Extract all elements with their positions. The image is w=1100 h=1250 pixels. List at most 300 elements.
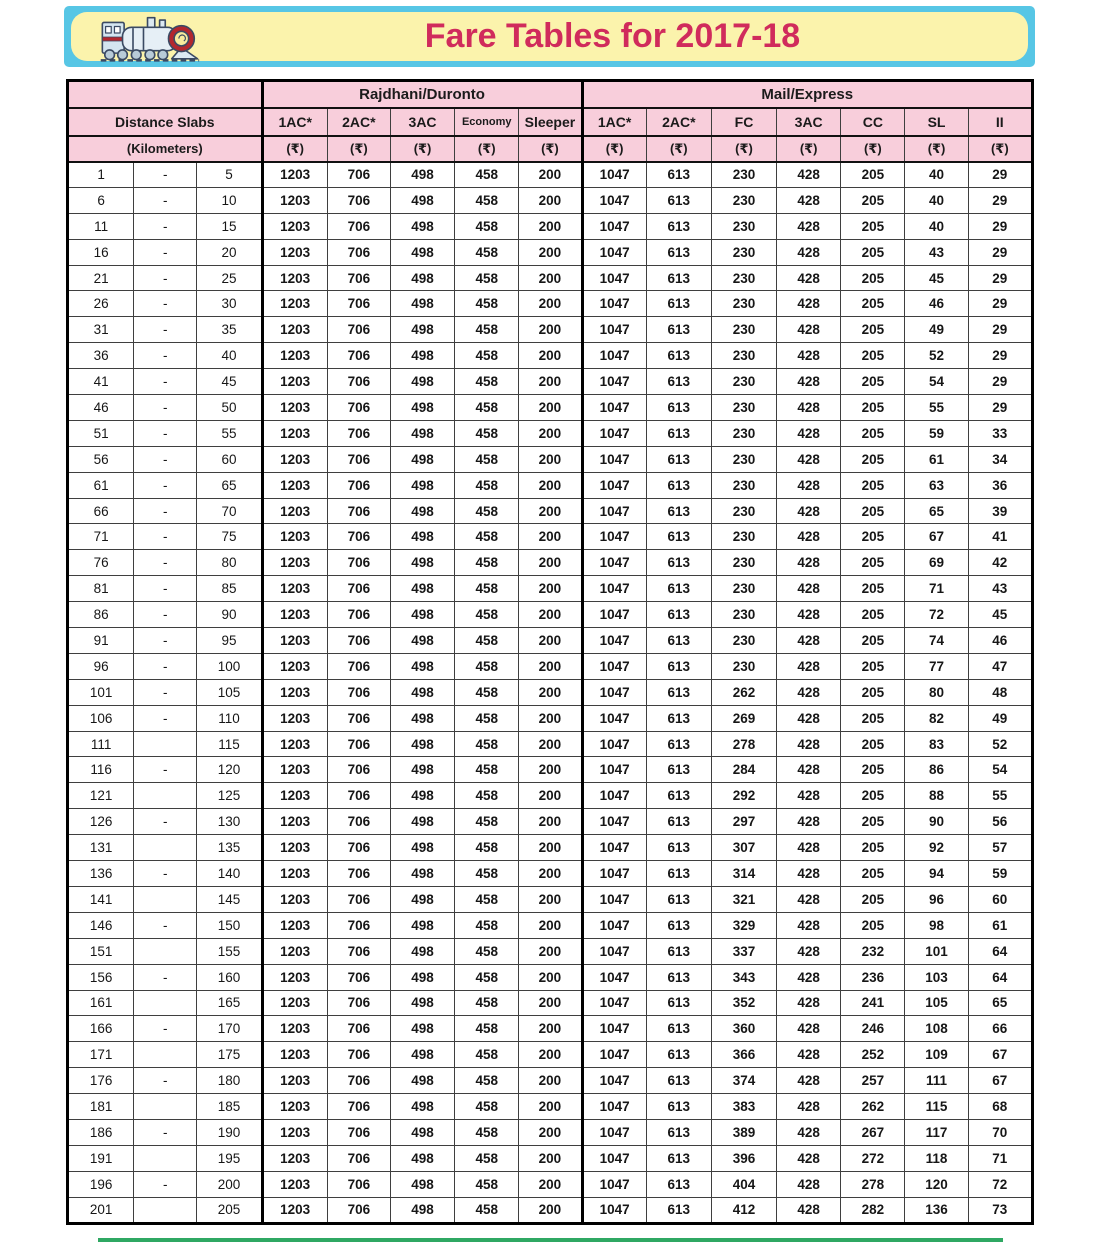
fare-value: 458	[455, 162, 519, 188]
fare-value: 1203	[262, 213, 327, 239]
fare-value: 498	[390, 835, 454, 861]
fare-value: 90	[905, 809, 968, 835]
column-header-3ac: 3AC	[390, 108, 454, 136]
fare-value: 428	[777, 861, 841, 887]
fare-value: 1047	[582, 757, 646, 783]
fare-value: 498	[390, 731, 454, 757]
fare-value: 706	[327, 783, 390, 809]
fare-value: 706	[327, 1197, 390, 1223]
fare-value: 56	[968, 809, 1032, 835]
fare-value: 458	[455, 576, 519, 602]
fare-value: 498	[390, 886, 454, 912]
distance-dash: -	[134, 1119, 197, 1145]
fare-value: 1047	[582, 291, 646, 317]
fare-value: 428	[777, 576, 841, 602]
distance-to: 140	[197, 861, 262, 887]
fare-value: 1203	[262, 576, 327, 602]
fare-value: 236	[841, 964, 905, 990]
fare-value: 613	[646, 964, 711, 990]
fare-value: 498	[390, 446, 454, 472]
distance-to: 30	[197, 291, 262, 317]
fare-value: 428	[777, 1094, 841, 1120]
fare-value: 613	[646, 912, 711, 938]
fare-value: 1203	[262, 239, 327, 265]
fare-value: 458	[455, 291, 519, 317]
distance-dash	[134, 835, 197, 861]
fare-value: 230	[711, 343, 776, 369]
fare-value: 706	[327, 162, 390, 188]
fare-value: 115	[905, 1094, 968, 1120]
fare-value: 205	[841, 524, 905, 550]
fare-value: 200	[519, 239, 582, 265]
fare-value: 103	[905, 964, 968, 990]
fare-value: 70	[968, 1119, 1032, 1145]
distance-to: 180	[197, 1068, 262, 1094]
distance-to: 15	[197, 213, 262, 239]
fare-value: 428	[777, 679, 841, 705]
fare-value: 1047	[582, 938, 646, 964]
distance-from: 11	[68, 213, 134, 239]
distance-dash: -	[134, 446, 197, 472]
fare-value: 67	[968, 1042, 1032, 1068]
header-banner	[64, 6, 1035, 67]
column-header-ii: II	[968, 108, 1032, 136]
distance-from: 51	[68, 420, 134, 446]
distance-from: 166	[68, 1016, 134, 1042]
table-row	[68, 239, 1033, 265]
fare-value: 428	[777, 1145, 841, 1171]
fare-value: 43	[905, 239, 968, 265]
fare-value: 1203	[262, 628, 327, 654]
fare-value: 1203	[262, 1145, 327, 1171]
distance-from: 61	[68, 472, 134, 498]
fare-value: 428	[777, 472, 841, 498]
distance-to: 65	[197, 472, 262, 498]
fare-value: 428	[777, 265, 841, 291]
distance-dash	[134, 938, 197, 964]
distance-to: 35	[197, 317, 262, 343]
distance-to: 110	[197, 705, 262, 731]
fare-value: 205	[841, 498, 905, 524]
table-row	[68, 187, 1033, 213]
fare-value: 428	[777, 343, 841, 369]
fare-value: 706	[327, 498, 390, 524]
fare-value: 282	[841, 1197, 905, 1223]
fare-value: 428	[777, 1171, 841, 1197]
fare-value: 118	[905, 1145, 968, 1171]
distance-to: 135	[197, 835, 262, 861]
fare-value: 61	[968, 912, 1032, 938]
table-row	[68, 550, 1033, 576]
fare-value: 1047	[582, 783, 646, 809]
fare-value: 1047	[582, 1119, 646, 1145]
fare-value: 230	[711, 395, 776, 421]
fare-value: 64	[968, 938, 1032, 964]
fare-value: 613	[646, 861, 711, 887]
fare-value: 1203	[262, 861, 327, 887]
fare-value: 205	[841, 420, 905, 446]
distance-from: 36	[68, 343, 134, 369]
fare-value: 205	[841, 213, 905, 239]
fare-value: 200	[519, 317, 582, 343]
fare-value: 706	[327, 679, 390, 705]
fare-value: 230	[711, 317, 776, 343]
fare-value: 60	[968, 886, 1032, 912]
column-header-fc: FC	[711, 108, 776, 136]
fare-value: 458	[455, 835, 519, 861]
fare-value: 1203	[262, 835, 327, 861]
distance-from: 6	[68, 187, 134, 213]
fare-value: 458	[455, 1068, 519, 1094]
distance-from: 96	[68, 653, 134, 679]
fare-value: 52	[968, 731, 1032, 757]
fare-value: 613	[646, 550, 711, 576]
distance-dash: -	[134, 265, 197, 291]
fare-value: 613	[646, 705, 711, 731]
fare-value: 269	[711, 705, 776, 731]
fare-value: 383	[711, 1094, 776, 1120]
distance-dash: -	[134, 628, 197, 654]
fare-value: 65	[968, 990, 1032, 1016]
fare-value: 1047	[582, 472, 646, 498]
currency-unit-label: (₹)	[262, 136, 327, 162]
fare-value: 200	[519, 291, 582, 317]
fare-value: 498	[390, 705, 454, 731]
fare-value: 613	[646, 162, 711, 188]
fare-value: 428	[777, 1016, 841, 1042]
fare-value: 428	[777, 653, 841, 679]
fare-value: 98	[905, 912, 968, 938]
fare-value: 101	[905, 938, 968, 964]
fare-value: 498	[390, 576, 454, 602]
fare-value: 1203	[262, 343, 327, 369]
currency-unit-label: (₹)	[968, 136, 1032, 162]
fare-value: 205	[841, 783, 905, 809]
distance-to: 175	[197, 1042, 262, 1068]
fare-value: 428	[777, 628, 841, 654]
fare-value: 613	[646, 291, 711, 317]
fare-value: 96	[905, 886, 968, 912]
fare-value: 49	[968, 705, 1032, 731]
fare-value: 428	[777, 239, 841, 265]
fare-value: 200	[519, 265, 582, 291]
fare-value: 613	[646, 343, 711, 369]
fare-value: 428	[777, 1042, 841, 1068]
fare-value: 63	[905, 472, 968, 498]
fare-value: 1047	[582, 162, 646, 188]
steam-locomotive-icon	[89, 12, 227, 62]
fare-value: 706	[327, 1094, 390, 1120]
table-row	[68, 498, 1033, 524]
distance-dash: -	[134, 239, 197, 265]
fare-value: 613	[646, 1068, 711, 1094]
column-header-sleeper: Sleeper	[519, 108, 582, 136]
fare-value: 108	[905, 1016, 968, 1042]
fare-value: 205	[841, 809, 905, 835]
distance-dash	[134, 990, 197, 1016]
fare-value: 498	[390, 990, 454, 1016]
fare-value: 613	[646, 886, 711, 912]
column-header-2ac: 2AC*	[327, 108, 390, 136]
fare-value: 230	[711, 602, 776, 628]
distance-dash: -	[134, 679, 197, 705]
fare-value: 428	[777, 602, 841, 628]
fare-value: 613	[646, 783, 711, 809]
fare-value: 706	[327, 239, 390, 265]
fare-value: 1047	[582, 265, 646, 291]
fare-value: 36	[968, 472, 1032, 498]
distance-dash	[134, 783, 197, 809]
fare-value: 205	[841, 576, 905, 602]
table-row	[68, 472, 1033, 498]
distance-to: 50	[197, 395, 262, 421]
fare-value: 613	[646, 1042, 711, 1068]
fare-value: 337	[711, 938, 776, 964]
fare-value: 1203	[262, 1016, 327, 1042]
fare-value: 65	[905, 498, 968, 524]
fare-value: 613	[646, 1145, 711, 1171]
fare-value: 1203	[262, 498, 327, 524]
fare-value: 205	[841, 628, 905, 654]
fare-value: 1203	[262, 187, 327, 213]
distance-slabs-header: Distance Slabs	[68, 108, 263, 136]
fare-value: 613	[646, 679, 711, 705]
fare-value: 706	[327, 628, 390, 654]
fare-value: 458	[455, 1171, 519, 1197]
fare-value: 613	[646, 1119, 711, 1145]
fare-value: 29	[968, 239, 1032, 265]
distance-to: 45	[197, 369, 262, 395]
fare-value: 40	[905, 213, 968, 239]
fare-value: 498	[390, 343, 454, 369]
fare-value: 1203	[262, 1068, 327, 1094]
fare-value: 1047	[582, 576, 646, 602]
fare-value: 321	[711, 886, 776, 912]
distance-from: 176	[68, 1068, 134, 1094]
table-row	[68, 1171, 1033, 1197]
table-row	[68, 213, 1033, 239]
fare-value: 613	[646, 239, 711, 265]
distance-to: 150	[197, 912, 262, 938]
distance-from: 21	[68, 265, 134, 291]
fare-value: 352	[711, 990, 776, 1016]
fare-value: 55	[905, 395, 968, 421]
fare-value: 205	[841, 653, 905, 679]
distance-from: 41	[68, 369, 134, 395]
fare-value: 706	[327, 420, 390, 446]
distance-from: 186	[68, 1119, 134, 1145]
table-row	[68, 395, 1033, 421]
fare-value: 29	[968, 187, 1032, 213]
distance-dash: -	[134, 291, 197, 317]
fare-value: 428	[777, 705, 841, 731]
fare-value: 498	[390, 757, 454, 783]
fare-value: 205	[841, 679, 905, 705]
fare-value: 120	[905, 1171, 968, 1197]
fare-value: 1203	[262, 524, 327, 550]
table-row	[68, 446, 1033, 472]
fare-value: 458	[455, 757, 519, 783]
fare-value: 706	[327, 602, 390, 628]
table-row	[68, 1145, 1033, 1171]
distance-from: 191	[68, 1145, 134, 1171]
fare-value: 278	[841, 1171, 905, 1197]
fare-value: 205	[841, 731, 905, 757]
fare-value: 1047	[582, 1145, 646, 1171]
fare-value: 428	[777, 213, 841, 239]
fare-value: 29	[968, 265, 1032, 291]
fare-value: 200	[519, 679, 582, 705]
fare-value: 458	[455, 861, 519, 887]
distance-from: 1	[68, 162, 134, 188]
distance-to: 145	[197, 886, 262, 912]
fare-value: 613	[646, 265, 711, 291]
fare-value: 428	[777, 1119, 841, 1145]
fare-value: 428	[777, 524, 841, 550]
distance-from: 86	[68, 602, 134, 628]
column-header-1ac: 1AC*	[582, 108, 646, 136]
fare-value: 389	[711, 1119, 776, 1145]
distance-dash: -	[134, 550, 197, 576]
fare-value: 498	[390, 912, 454, 938]
fare-value: 230	[711, 265, 776, 291]
fare-value: 200	[519, 653, 582, 679]
fare-value: 1047	[582, 1068, 646, 1094]
fare-value: 307	[711, 835, 776, 861]
fare-value: 1047	[582, 420, 646, 446]
fare-value: 404	[711, 1171, 776, 1197]
distance-to: 115	[197, 731, 262, 757]
fare-value: 230	[711, 653, 776, 679]
fare-value: 200	[519, 1042, 582, 1068]
fare-value: 54	[905, 369, 968, 395]
distance-from: 106	[68, 705, 134, 731]
fare-value: 205	[841, 886, 905, 912]
fare-value: 360	[711, 1016, 776, 1042]
distance-to: 200	[197, 1171, 262, 1197]
table-row	[68, 757, 1033, 783]
fare-value: 498	[390, 964, 454, 990]
fare-value: 205	[841, 187, 905, 213]
fare-value: 246	[841, 1016, 905, 1042]
fare-value: 205	[841, 395, 905, 421]
fare-value: 46	[968, 628, 1032, 654]
fare-value: 1203	[262, 912, 327, 938]
distance-from: 136	[68, 861, 134, 887]
fare-value: 428	[777, 809, 841, 835]
table-row	[68, 809, 1033, 835]
fare-value: 613	[646, 757, 711, 783]
page-title: Fare Tables for 2017-18	[424, 17, 801, 55]
fare-value: 205	[841, 162, 905, 188]
table-row	[68, 705, 1033, 731]
fare-value: 200	[519, 990, 582, 1016]
fare-value: 278	[711, 731, 776, 757]
fare-value: 498	[390, 498, 454, 524]
fare-value: 1047	[582, 1197, 646, 1223]
fare-value: 292	[711, 783, 776, 809]
fare-value: 29	[968, 162, 1032, 188]
fare-value: 105	[905, 990, 968, 1016]
fare-value: 82	[905, 705, 968, 731]
fare-value: 230	[711, 550, 776, 576]
fare-value: 1203	[262, 809, 327, 835]
fare-value: 458	[455, 524, 519, 550]
distance-dash: -	[134, 187, 197, 213]
fare-value: 262	[711, 679, 776, 705]
fare-value: 613	[646, 187, 711, 213]
fare-value: 1203	[262, 369, 327, 395]
fare-value: 200	[519, 861, 582, 887]
fare-value: 498	[390, 1145, 454, 1171]
table-row	[68, 628, 1033, 654]
fare-value: 284	[711, 757, 776, 783]
fare-value: 109	[905, 1042, 968, 1068]
fare-value: 45	[905, 265, 968, 291]
group-header-mail-express: Mail/Express	[582, 81, 1032, 108]
fare-value: 1203	[262, 265, 327, 291]
fare-value: 706	[327, 369, 390, 395]
fare-value: 72	[968, 1171, 1032, 1197]
fare-value: 1047	[582, 1171, 646, 1197]
table-row	[68, 861, 1033, 887]
fare-value: 200	[519, 524, 582, 550]
fare-value: 41	[968, 524, 1032, 550]
fare-value: 1047	[582, 446, 646, 472]
fare-value: 1203	[262, 420, 327, 446]
fare-value: 498	[390, 265, 454, 291]
fare-value: 613	[646, 628, 711, 654]
fare-value: 39	[968, 498, 1032, 524]
distance-dash: -	[134, 369, 197, 395]
fare-value: 706	[327, 861, 390, 887]
distance-from: 81	[68, 576, 134, 602]
group-header-rajdhani-duronto: Rajdhani/Duronto	[262, 81, 582, 108]
fare-value: 458	[455, 343, 519, 369]
distance-to: 205	[197, 1197, 262, 1223]
fare-value: 230	[711, 291, 776, 317]
fare-value: 1047	[582, 809, 646, 835]
fare-value: 83	[905, 731, 968, 757]
fare-value: 1047	[582, 187, 646, 213]
distance-to: 160	[197, 964, 262, 990]
fare-value: 498	[390, 1171, 454, 1197]
fare-value: 1047	[582, 990, 646, 1016]
fare-value: 498	[390, 1016, 454, 1042]
fare-value: 428	[777, 317, 841, 343]
fare-value: 1047	[582, 1094, 646, 1120]
table-row	[68, 420, 1033, 446]
fare-value: 706	[327, 395, 390, 421]
fare-value: 74	[905, 628, 968, 654]
table-row	[68, 886, 1033, 912]
fare-value: 428	[777, 938, 841, 964]
fare-value: 1047	[582, 1016, 646, 1042]
fare-value: 396	[711, 1145, 776, 1171]
fare-value: 200	[519, 162, 582, 188]
fare-value: 706	[327, 291, 390, 317]
fare-value: 200	[519, 420, 582, 446]
fare-value: 613	[646, 576, 711, 602]
fare-value: 200	[519, 1171, 582, 1197]
fare-value: 1047	[582, 886, 646, 912]
fare-value: 412	[711, 1197, 776, 1223]
fare-value: 428	[777, 291, 841, 317]
fare-value: 80	[905, 679, 968, 705]
fare-value: 205	[841, 239, 905, 265]
fare-value: 1203	[262, 938, 327, 964]
fare-value: 200	[519, 1197, 582, 1223]
